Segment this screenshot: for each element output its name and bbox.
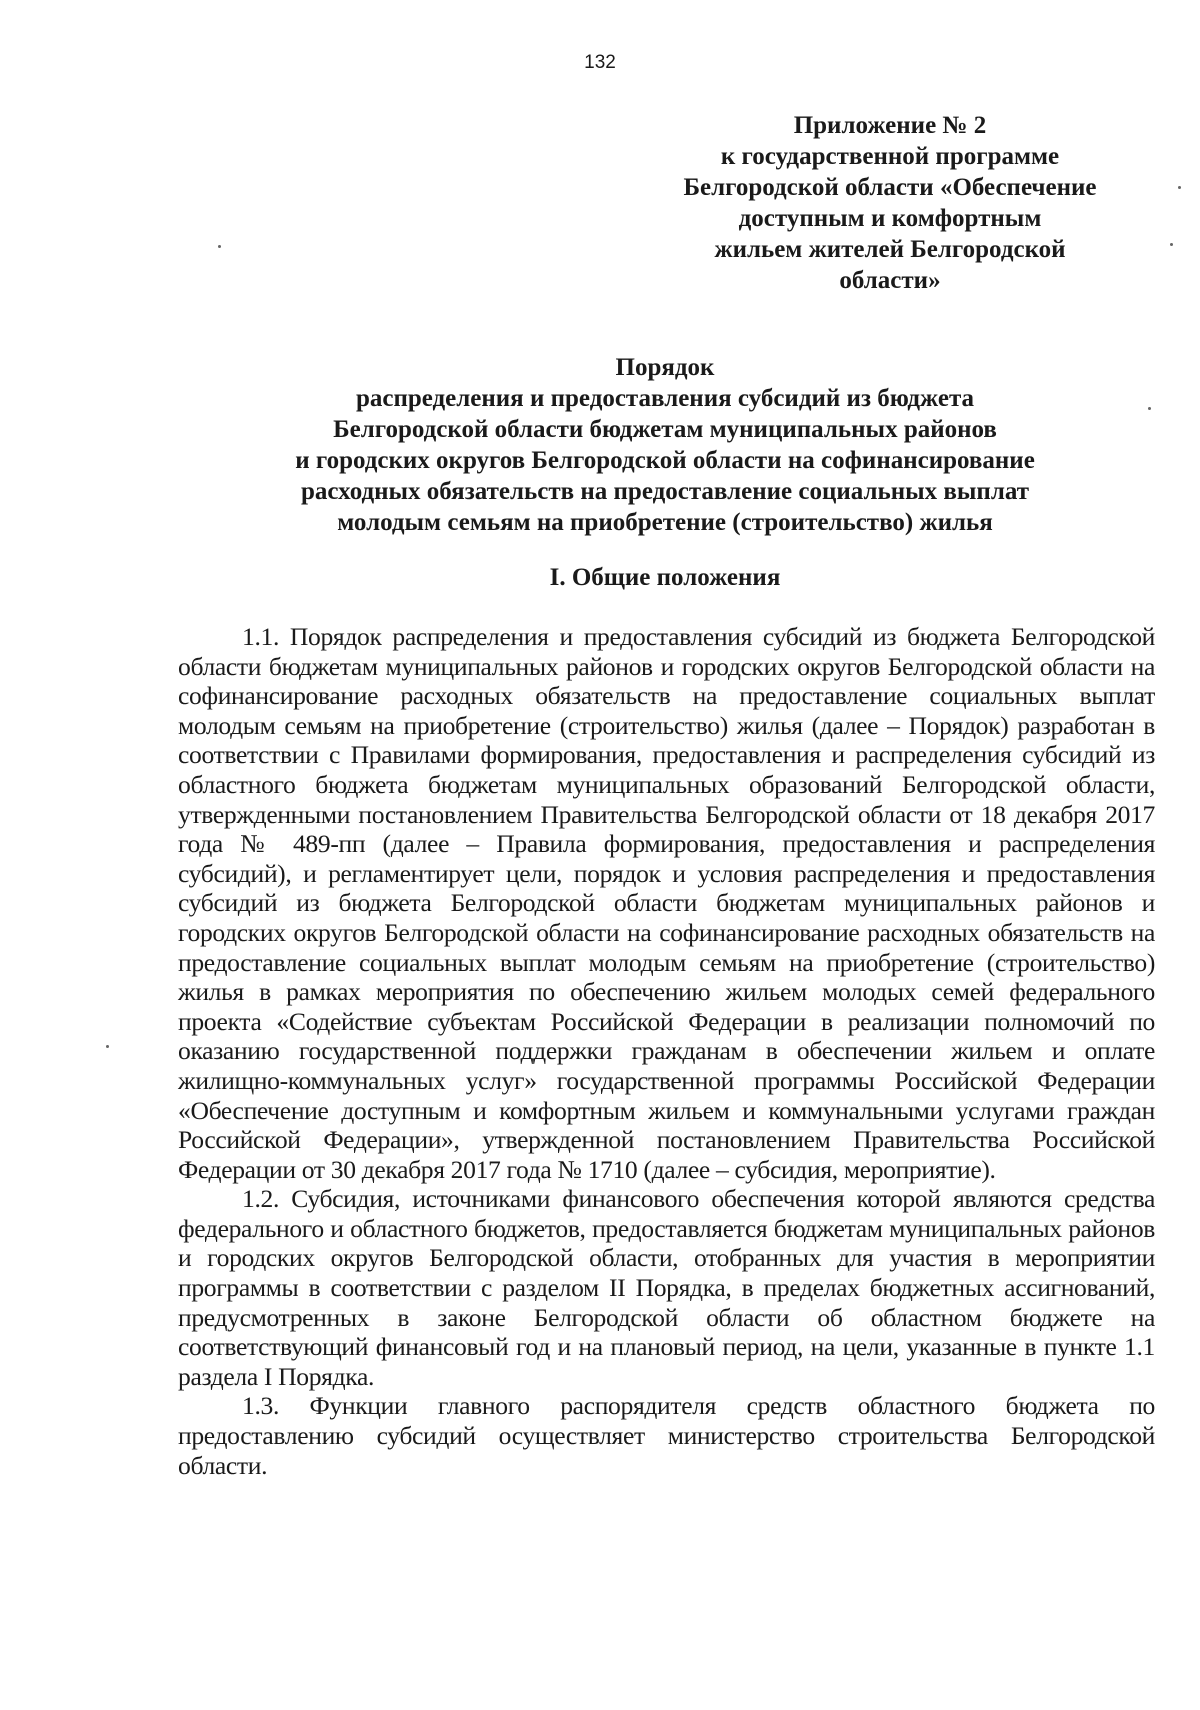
title-line: Белгородской области бюджетам муниципальных районов (333, 416, 997, 443)
title-line: расходных обязательств на предоставление социальных выплат (300, 478, 1029, 505)
document-title (170, 352, 1160, 538)
appendix-line: жильем жителей Белгородской (714, 236, 1066, 263)
appendix-line: области» (839, 267, 941, 294)
scan-speck (1170, 243, 1173, 246)
scan-speck (106, 1045, 109, 1048)
appendix-line: Белгородской области «Обеспечение (683, 174, 1097, 201)
appendix-header (640, 110, 1140, 296)
appendix-line: к государственной программе (720, 143, 1060, 170)
title-line: и городских округов Белгородской области на софинансирование (295, 447, 1035, 474)
page-number: 132 (584, 52, 616, 73)
paragraph-1-1: 1.1. Порядок распределения и предоставления субсидий из бюджета Белгородской области бюджетам муниципальных районов и городских округов Белгородской области на софинансирование расходных обязательств на предоставление социальных выплат молодым семьям на приобретение (строительство) жилья (далее – Порядок) разработан в соответствии с Правилами формирования, предоставления и распределения субсидий из областного бюджета бюджетам муниципальных образований Белгородской области, утвержденными постановлением Правительства Белгородской области от 18 декабря 2017 года № 489-пп (далее – Правила формирования, предоставления и распределения субсидий), и регламентирует цели, порядок и условия распределения и предоставления субсидий из бюджета Белгородской области бюджетам муниципальных районов и городских округов Белгородской области на софинансирование расходных обязательств на предоставление социальных выплат молодым семьям на приобретение (строительство) жилья в рамках мероприятия по обеспечению жильем молодых семей федерального проекта «Содействие субъектам Российской Федерации в реализации полномочий по оказанию государственной поддержки гражданам в обеспечении жильем и оплате жилищно-коммунальных услуг» государственной программы Российской Федерации «Обеспечение доступным и комфортным жильем и коммунальными услугами граждан Российской Федерации», утвержденной постановлением Правительства Российской Федерации от 30 декабря 2017 года № 1710 (далее – субсидия, мероприятие). (178, 622, 1155, 1184)
scan-speck (1178, 186, 1181, 189)
paragraph-1-3: 1.3. Функции главного распорядителя средств областного бюджета по предоставлению субсидий осуществляет министерство строительства Белгородской области. (178, 1391, 1155, 1480)
appendix-line: Приложение № 2 (793, 112, 987, 139)
paragraph-1-2: 1.2. Субсидия, источниками финансового обеспечения которой являются средства федерального и областного бюджетов, предоставляется бюджетам муниципальных районов и городских округов Белгородской области, отобранных для участия в мероприятии программы в соответствии с разделом II Порядка, в пределах бюджетных ассигнований, предусмотренных в законе Белгородской области об областном бюджете на соответствующий финансовый год и на плановый период, на цели, указанные в пункте 1.1 раздела I Порядка. (178, 1184, 1155, 1391)
appendix-line: доступным и комфортным (738, 205, 1042, 232)
body-text (178, 622, 1155, 1480)
title-line: распределения и предоставления субсидий из бюджета (355, 385, 975, 412)
scan-speck (218, 245, 221, 248)
scan-speck (1148, 407, 1151, 410)
title-line: молодым семьям на приобретение (строительство) жилья (337, 509, 993, 536)
title-line: Порядок (615, 354, 715, 381)
section-heading: I. Общие положения (549, 564, 781, 591)
